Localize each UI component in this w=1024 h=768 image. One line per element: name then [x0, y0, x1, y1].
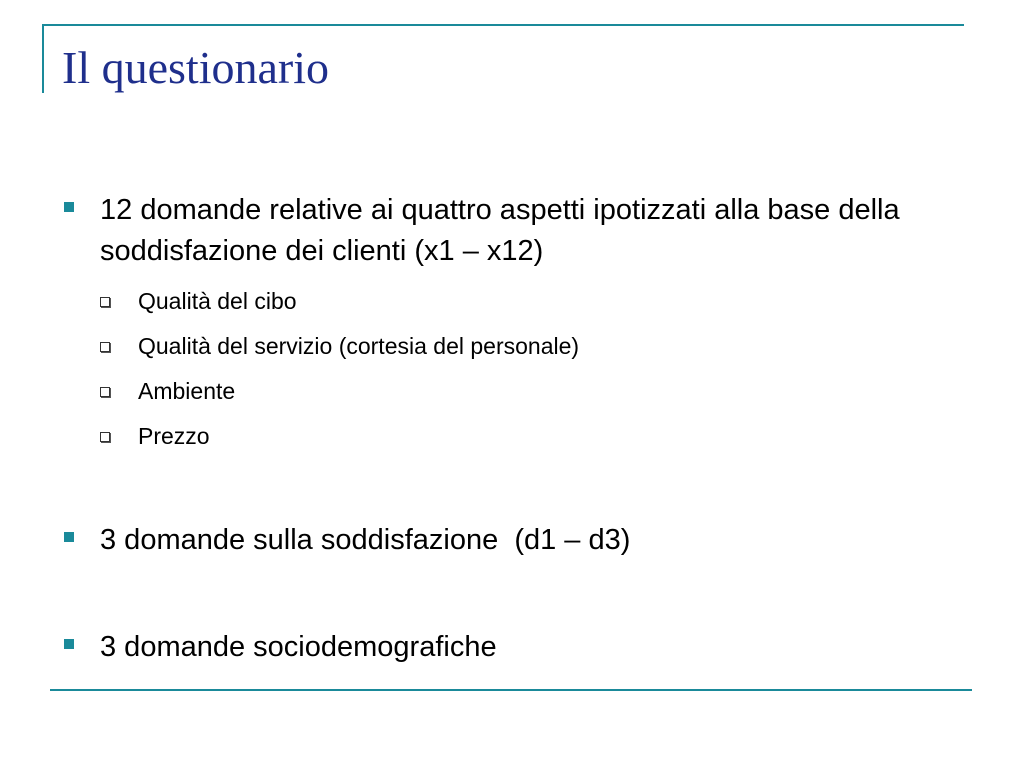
square-bullet-icon — [64, 532, 74, 542]
hollow-square-bullet-icon — [100, 342, 110, 352]
footer-rule — [50, 689, 972, 691]
sub-bullet-item — [100, 327, 579, 372]
sub-bullet-list — [100, 282, 579, 462]
sub-bullet-item — [100, 282, 579, 327]
slide-title: Il questionario — [62, 42, 329, 93]
title-frame-top-rule — [42, 24, 964, 26]
square-bullet-icon — [64, 639, 74, 649]
sub-bullet-text: Qualità del servizio (cortesia del personale) — [138, 333, 580, 359]
square-bullet-icon — [64, 202, 74, 212]
bullet-text: 3 domande sulla soddisfazione (d1 – d3) — [100, 524, 631, 556]
hollow-square-bullet-icon — [100, 297, 110, 307]
hollow-square-bullet-icon — [100, 387, 110, 397]
sub-bullet-text: Ambiente — [138, 378, 236, 404]
title-frame-vertical-rule — [42, 24, 44, 93]
bullet-text: 12 domande relative ai quattro aspetti ipotizzati alla base della soddisfazione dei clienti (x1 – x12) — [100, 194, 900, 267]
sub-bullet-item — [100, 417, 579, 462]
sub-bullet-text: Prezzo — [138, 423, 210, 449]
hollow-square-bullet-icon — [100, 432, 110, 442]
sub-bullet-text: Qualità del cibo — [138, 288, 297, 314]
bullet-text: 3 domande sociodemografiche — [100, 631, 497, 663]
sub-bullet-item — [100, 372, 579, 417]
